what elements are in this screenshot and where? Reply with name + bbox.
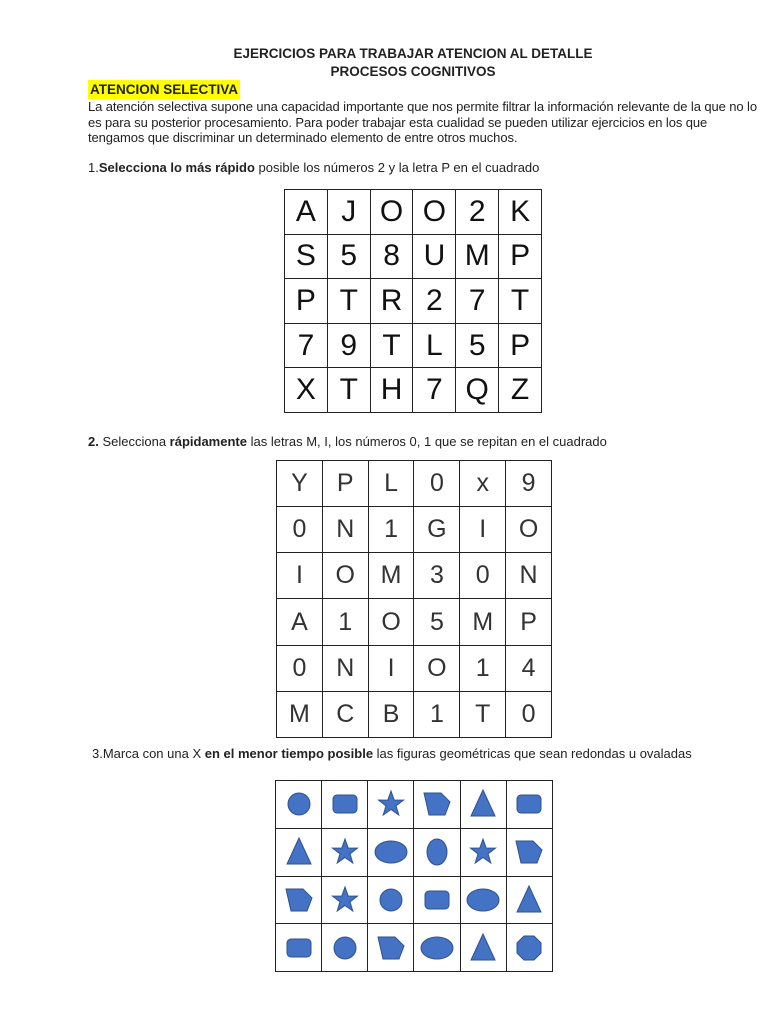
star-icon [371, 784, 411, 824]
grid-cell[interactable]: T [327, 368, 370, 413]
grid-cell[interactable]: J [327, 190, 370, 235]
grid-cell[interactable]: L [413, 323, 456, 368]
rounded-square-icon [417, 880, 457, 920]
circle-icon [371, 880, 411, 920]
grid-cell[interactable]: 5 [456, 323, 499, 368]
exercise2-letter-grid [276, 460, 552, 738]
grid-cell[interactable]: Y [277, 461, 323, 507]
exercise2-instruction [88, 434, 607, 450]
grid-cell[interactable]: 1 [368, 507, 414, 553]
grid-cell[interactable]: 5 [414, 599, 460, 645]
grid-cell[interactable]: T [460, 691, 506, 737]
grid-cell[interactable]: P [285, 279, 328, 324]
grid-cell[interactable]: Q [456, 368, 499, 413]
grid-cell[interactable]: U [413, 234, 456, 279]
grid-row [285, 234, 542, 279]
grid-cell[interactable]: L [368, 461, 414, 507]
grid-cell[interactable]: 9 [327, 323, 370, 368]
grid-cell[interactable]: I [277, 553, 323, 599]
shape-cell[interactable] [276, 876, 322, 924]
grid-cell[interactable]: 1 [460, 645, 506, 691]
grid-row [285, 190, 542, 235]
paragraph-line: La atención selectiva supone una capacidad importante que nos permite filtrar la información relevante de la que no lo [88, 99, 757, 114]
exercise2-number: 2. [88, 434, 99, 449]
grid-cell[interactable]: 0 [277, 645, 323, 691]
grid-cell[interactable]: O [322, 553, 368, 599]
grid-cell[interactable]: 7 [413, 368, 456, 413]
trapezoid-icon [417, 784, 457, 824]
section-heading: ATENCION SELECTIVA [90, 82, 239, 97]
star-icon [463, 832, 503, 872]
exercise3-instruction [92, 746, 692, 762]
shape-cell[interactable] [460, 924, 506, 972]
grid-cell[interactable]: N [322, 507, 368, 553]
exercise2-text: las letras M, I, los números 0, 1 que se repitan en el cuadrado [246, 434, 607, 449]
grid-cell[interactable]: 0 [506, 691, 552, 737]
rounded-square-icon [509, 784, 549, 824]
shape-row [276, 781, 553, 829]
shape-cell[interactable] [506, 924, 552, 972]
shape-cell[interactable] [322, 924, 368, 972]
shape-cell[interactable] [368, 876, 414, 924]
trapezoid-icon [371, 928, 411, 968]
triangle-icon [463, 928, 503, 968]
grid-cell[interactable]: P [322, 461, 368, 507]
grid-cell[interactable]: 0 [414, 461, 460, 507]
exercise3-text: las figuras geométricas que sean redondas u ovaladas [373, 746, 692, 761]
shape-cell[interactable] [368, 828, 414, 876]
triangle-icon [463, 784, 503, 824]
triangle-icon [509, 880, 549, 920]
grid-cell[interactable]: X [285, 368, 328, 413]
grid-cell[interactable]: S [285, 234, 328, 279]
exercise1-text: posible los números 2 y la letra P en el cuadrado [254, 160, 540, 175]
grid-row [277, 691, 552, 737]
shape-row [276, 924, 553, 972]
grid-cell[interactable]: T [327, 279, 370, 324]
shape-cell[interactable] [276, 781, 322, 829]
grid-cell[interactable]: N [506, 553, 552, 599]
shape-cell[interactable] [414, 924, 460, 972]
grid-cell[interactable]: O [414, 645, 460, 691]
grid-cell[interactable]: T [370, 323, 413, 368]
grid-cell[interactable]: 1 [322, 599, 368, 645]
shape-cell[interactable] [460, 828, 506, 876]
grid-row [277, 645, 552, 691]
shape-cell[interactable] [414, 781, 460, 829]
shape-cell[interactable] [322, 781, 368, 829]
grid-cell[interactable]: M [456, 234, 499, 279]
oval-icon [417, 928, 457, 968]
exercise1-instruction [88, 160, 539, 176]
grid-cell[interactable]: I [460, 507, 506, 553]
exercise3-shape-grid [275, 780, 553, 972]
shape-cell[interactable] [506, 876, 552, 924]
grid-cell[interactable]: M [368, 553, 414, 599]
grid-cell[interactable]: 0 [277, 507, 323, 553]
paragraph-line: es para su posterior procesamiento. Para poder trabajar esta cualidad se pueden utilizar ejercicios en los que [88, 114, 708, 130]
grid-cell[interactable]: P [499, 234, 542, 279]
exercise2-emphasis: rápidamente [169, 434, 247, 449]
exercise1-number: 1. [88, 160, 99, 175]
grid-row [277, 461, 552, 507]
rounded-square-icon [325, 784, 365, 824]
exercise3-emphasis: en el menor tiempo posible [204, 746, 374, 761]
vertical-oval-icon [417, 832, 457, 872]
grid-cell[interactable]: 8 [370, 234, 413, 279]
circle-icon [325, 928, 365, 968]
grid-cell[interactable]: 2 [456, 190, 499, 235]
exercise1-emphasis: Selecciona lo más rápido [98, 160, 255, 175]
grid-row [285, 368, 542, 413]
trapezoid-icon [279, 880, 319, 920]
grid-cell[interactable]: B [368, 691, 414, 737]
shape-row [276, 876, 553, 924]
grid-cell[interactable]: 9 [506, 461, 552, 507]
grid-cell[interactable]: K [499, 190, 542, 235]
shape-cell[interactable] [368, 924, 414, 972]
grid-cell[interactable]: N [322, 645, 368, 691]
grid-cell[interactable]: 3 [414, 553, 460, 599]
grid-cell[interactable]: O [370, 190, 413, 235]
grid-row [277, 553, 552, 599]
grid-cell[interactable]: 0 [460, 553, 506, 599]
grid-cell[interactable]: G [414, 507, 460, 553]
grid-cell[interactable]: M [277, 691, 323, 737]
octagon-icon [509, 928, 549, 968]
shape-cell[interactable] [506, 828, 552, 876]
grid-cell[interactable]: O [368, 599, 414, 645]
grid-cell[interactable]: A [277, 599, 323, 645]
oval-icon [463, 880, 503, 920]
grid-cell[interactable]: H [370, 368, 413, 413]
grid-cell[interactable]: x [460, 461, 506, 507]
document-title: EJERCICIOS PARA TRABAJAR ATENCION AL DETALLE [233, 46, 593, 61]
grid-cell[interactable]: 4 [506, 645, 552, 691]
star-icon [325, 832, 365, 872]
star-icon [325, 880, 365, 920]
grid-cell[interactable]: 7 [456, 279, 499, 324]
grid-cell[interactable]: P [506, 599, 552, 645]
grid-cell[interactable]: T [499, 279, 542, 324]
exercise3-text-start: 3.Marca con una X [92, 746, 205, 761]
grid-cell[interactable]: A [285, 190, 328, 235]
shape-cell[interactable] [276, 924, 322, 972]
trapezoid-icon [509, 832, 549, 872]
shape-cell[interactable] [322, 828, 368, 876]
grid-row [277, 507, 552, 553]
oval-icon [371, 832, 411, 872]
shape-cell[interactable] [460, 781, 506, 829]
shape-cell[interactable] [414, 828, 460, 876]
shape-cell[interactable] [322, 876, 368, 924]
triangle-icon [279, 832, 319, 872]
shape-cell[interactable] [414, 876, 460, 924]
grid-cell[interactable]: P [499, 323, 542, 368]
shape-row [276, 828, 553, 876]
paragraph-line: tengamos que discriminar un determinado elemento de entre otros muchos. [88, 130, 518, 145]
grid-cell[interactable]: 5 [327, 234, 370, 279]
intro-paragraph [88, 99, 757, 146]
shape-cell[interactable] [506, 781, 552, 829]
exercise1-letter-grid [284, 189, 542, 413]
grid-row [277, 599, 552, 645]
grid-cell[interactable]: O [506, 507, 552, 553]
shape-cell[interactable] [276, 828, 322, 876]
grid-cell[interactable]: I [368, 645, 414, 691]
grid-cell[interactable]: C [322, 691, 368, 737]
exercise2-text-start: Selecciona [98, 434, 170, 449]
grid-cell[interactable]: Z [499, 368, 542, 413]
circle-icon [279, 784, 319, 824]
grid-cell[interactable]: 1 [414, 691, 460, 737]
grid-row [285, 323, 542, 368]
grid-row [285, 279, 542, 324]
grid-cell[interactable]: M [460, 599, 506, 645]
grid-cell[interactable]: 2 [413, 279, 456, 324]
document-subtitle: PROCESOS COGNITIVOS [330, 64, 496, 79]
shape-cell[interactable] [460, 876, 506, 924]
grid-cell[interactable]: 7 [285, 323, 328, 368]
rounded-square-icon [279, 928, 319, 968]
shape-cell[interactable] [368, 781, 414, 829]
grid-cell[interactable]: O [413, 190, 456, 235]
grid-cell[interactable]: R [370, 279, 413, 324]
